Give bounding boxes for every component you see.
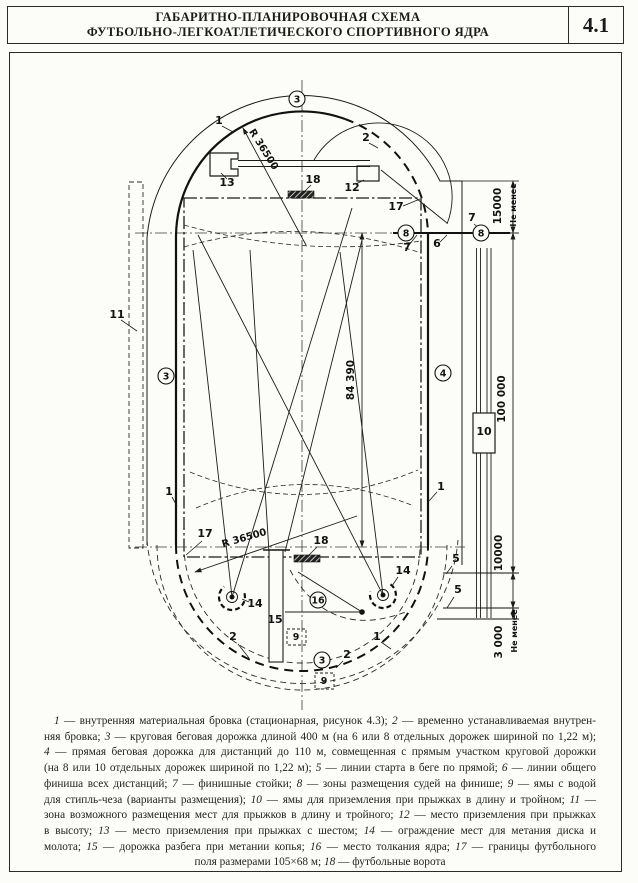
landing-pit-number: 10 xyxy=(476,425,492,438)
circled-number: 3 xyxy=(318,655,326,667)
shot-put-place xyxy=(285,572,365,615)
javelin-runway xyxy=(263,550,290,662)
dimension-text: Не менее xyxy=(509,183,518,227)
dimension-text: 10000 xyxy=(493,534,505,572)
dimension-text: Не менее xyxy=(510,609,519,653)
diagram-callout-number: 12 xyxy=(344,181,360,194)
pole-vault-area xyxy=(210,153,370,176)
football-field-boundary xyxy=(184,198,421,557)
diagram-labels-layer xyxy=(109,91,519,687)
diagram-callout-number: 17 xyxy=(388,200,404,213)
diagram-callout-number: 13 xyxy=(219,176,235,189)
legend-line: 1 — внутренняя материальная бровка (стационарная, рисунок 4.3); 2 — временно устанавливаемая внутрен- xyxy=(54,715,596,727)
figure-legend xyxy=(44,714,596,871)
legend-line: поля размерами 105×68 м; 18 — футбольные ворота xyxy=(194,856,446,869)
legend-line: зона возможного размещения мест для прыжков в длину и тройного; 12 — место приземления при прыжках xyxy=(44,809,596,822)
water-pit-number: 9 xyxy=(292,632,300,643)
circled-number: 8 xyxy=(402,228,410,240)
sheet-number: 4.1 xyxy=(568,7,623,43)
outer-dashed-boundaries xyxy=(147,540,458,690)
leader-lines xyxy=(121,126,480,668)
diagram-callout-number: 5 xyxy=(452,552,460,565)
diagram-callout-number: 1 xyxy=(165,485,173,498)
high-jump-area xyxy=(314,123,452,224)
dimension-text: R 36500 xyxy=(246,127,280,173)
diagram-callout-number: 11 xyxy=(109,308,125,321)
diagram-callout-number: 5 xyxy=(454,583,462,596)
diagram-callout-number: 15 xyxy=(267,613,283,626)
page-title xyxy=(8,7,568,43)
legend-line: няя бровка; 3 — круговая беговая дорожка длиной 400 м (на 6 или 8 отдельных дорожек шириной по 1,22 м); xyxy=(44,730,597,743)
circled-number: 3 xyxy=(162,371,170,383)
water-pit-number: 9 xyxy=(320,676,328,687)
legend-line: в высоту; 13 — место приземления при прыжках с шестом; 14 — ограждение мест для метания диска и xyxy=(44,824,596,837)
circled-number: 4 xyxy=(439,368,447,380)
football-goals xyxy=(288,191,320,562)
legend-line: (на 8 или 10 отдельных дорожек шириной по 1,22 м); 5 — линии старта в беге по прямой; 6 — линии общего xyxy=(44,762,596,775)
title-block xyxy=(7,6,624,44)
diagram-callout-number: 6 xyxy=(433,237,441,250)
track-outer-contour xyxy=(147,96,462,565)
diagram-callout-number: 1 xyxy=(373,630,381,643)
sector-end-arcs xyxy=(184,225,421,508)
dimension-text: 3 000 xyxy=(493,625,505,659)
diagram-callout-number: 18 xyxy=(313,534,329,547)
legend-line: для стипль-чеза (варианты размещения); 10 — ямы для приземления при прыжках в длину и тройном; 11 — xyxy=(44,793,597,806)
diagram-callout-number: 2 xyxy=(362,131,370,144)
legend-line: 4 — прямая беговая дорожка для дистанций до 110 м, совмещенная с прямым участком круговой дорожки xyxy=(44,746,596,759)
diagram-callout-number: 1 xyxy=(437,480,445,493)
legend-line: финиша всех дистанций; 7 — финишные стойки; 8 — зоны размещения судей на финише; 9 — ямы с водой xyxy=(44,777,596,790)
diagram-callout-number: 2 xyxy=(343,648,351,661)
circled-number: 16 xyxy=(311,595,325,607)
diagram-callout-number: 18 xyxy=(305,173,321,186)
diagram-callout-number: 7 xyxy=(468,211,476,224)
diagram-callout-number: 14 xyxy=(247,597,263,610)
circled-number: 8 xyxy=(477,228,485,240)
legend-line: молота; 15 — дорожка разбега при метании копья; 16 — место толкания ядра; 17 — границы футбольного xyxy=(44,840,596,853)
dimension-text: 100 000 xyxy=(496,375,508,423)
diagram-callout-number: 7 xyxy=(403,241,411,254)
diagram-callout-number: 17 xyxy=(197,527,213,540)
diagram-callout-number: 2 xyxy=(229,630,237,643)
dimension-text: R 36500 xyxy=(220,526,268,551)
diagram-callout-number: 14 xyxy=(395,564,411,577)
dimension-text: 15000 xyxy=(492,187,504,225)
circled-number: 3 xyxy=(293,94,301,106)
title-line-2: ФУТБОЛЬНО-ЛЕГКОАТЛЕТИЧЕСКОГО СПОРТИВНОГО ЯДРА xyxy=(86,25,490,39)
throwing-cages xyxy=(219,584,396,610)
jump-zone-strip xyxy=(129,182,143,548)
diagram-callout-number: 1 xyxy=(215,114,223,127)
title-line-1: ГАБАРИТНО-ПЛАНИРОВОЧНАЯ СХЕМА xyxy=(155,10,421,24)
dimension-text: 84 390 xyxy=(345,359,357,401)
